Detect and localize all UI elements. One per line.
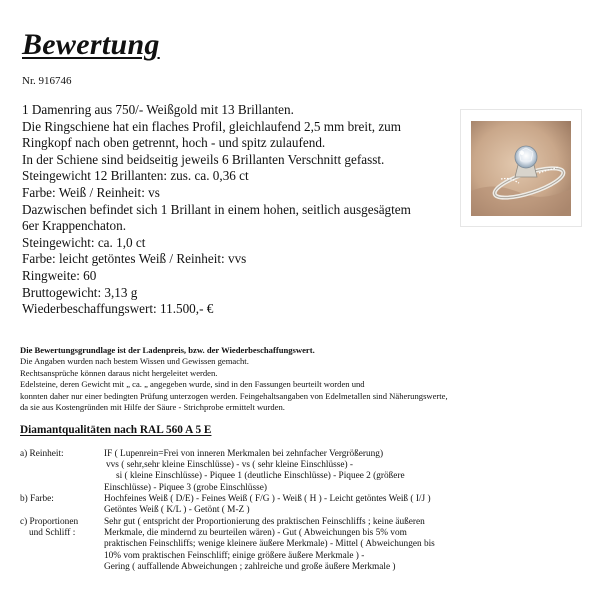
- document-title: Bewertung: [22, 28, 160, 61]
- quality-label-line: und Schliff :: [29, 528, 76, 539]
- notes-line: konnten daher nur einer bedingten Prüfung unterzogen werden. Feingehaltsangaben von Edelmetallen sind Näherungswerte,: [20, 390, 448, 401]
- description-line: Steingewicht: ca. 1,0 ct: [22, 234, 146, 250]
- description-line: Ringkopf nach oben getrennt, hoch - und spitz zulaufend.: [22, 135, 326, 151]
- quality-line: 10% vom praktischen Feinschliff; einige größere äußere Merkmale ) -: [104, 550, 365, 561]
- description-line: 6er Krappenchaton.: [22, 218, 126, 234]
- quality-line: Hochfeines Weiß ( D/E) - Feines Weiß ( F/G ) - Weiß ( H ) - Leicht getöntes Weiß ( I/J ): [104, 494, 431, 504]
- valuation-notes: [20, 345, 595, 413]
- quality-text-color: [104, 494, 431, 516]
- ring-description: [22, 102, 462, 318]
- quality-label-color: b) Farbe:: [20, 494, 54, 504]
- quality-label-clarity: a) Reinheit:: [20, 449, 64, 459]
- description-line: 1 Damenring aus 750/- Weißgold mit 13 Brillanten.: [22, 102, 294, 117]
- description-line: Ringweite: 60: [22, 267, 97, 283]
- notes-line: Rechtsansprüche können daraus nicht hergeleitet werden.: [20, 367, 218, 378]
- ring-photo: [471, 121, 571, 216]
- quality-line: Getöntes Weiß ( K/L ) - Getönt ( M-Z ): [104, 505, 250, 516]
- quality-line: IF ( Lupenrein=Frei von inneren Merkmalen bei zehnfacher Vergrößerung): [104, 449, 384, 459]
- diamond-quality-heading: Diamantqualitäten nach RAL 560 A 5 E: [20, 424, 212, 436]
- quality-line: praktischen Feinschliffs; wenige kleinere äußere Merkmale) - Mittel ( Abweichungen bis: [104, 539, 435, 550]
- quality-text-clarity: [104, 449, 405, 494]
- quality-line: Sehr gut ( entspricht der Proportionierung des praktischen Feinschliffs ; keine äußeren: [104, 517, 425, 527]
- quality-label-proportions: [20, 517, 78, 539]
- description-line: Steingewicht 12 Brillanten: zus. ca. 0,36 ct: [22, 168, 249, 184]
- description-line: Bruttogewicht: 3,13 g: [22, 284, 138, 300]
- ring-photo-icon: [471, 121, 571, 216]
- valuation-number: Nr. 916746: [22, 75, 72, 87]
- description-line: Wiederbeschaffungswert: 11.500,- €: [22, 301, 214, 317]
- description-line: In der Schiene sind beidseitig jeweils 6 Brillanten Verschnitt gefasst.: [22, 151, 385, 167]
- quality-line: Gering ( auffallende Abweichungen ; zahlreiche und große äußere Merkmale ): [104, 561, 396, 572]
- quality-label-line: c) Proportionen: [20, 517, 79, 527]
- notes-bold-line: Die Bewertungsgrundlage ist der Ladenpreis, bzw. der Wiederbeschaffungswert.: [20, 345, 315, 355]
- quality-line: vvs ( sehr,sehr kleine Einschlüsse) - vs ( sehr kleine Einschlüsse) -: [106, 460, 353, 471]
- notes-line: Edelsteine, deren Gewicht mit „ ca. „ angegeben wurde, sind in den Fassungen beurteilt worden und: [20, 379, 365, 390]
- description-line: Dazwischen befindet sich 1 Brillant in einem hohen, seitlich ausgesägtem: [22, 201, 411, 217]
- description-line: Farbe: Weiß / Reinheit: vs: [22, 184, 160, 200]
- notes-line: da sie aus Kostengründen mit Hilfe der Säure - Strichprobe ermittelt wurden.: [20, 402, 285, 413]
- quality-text-proportions: [104, 517, 435, 573]
- notes-line: Die Angaben wurden nach bestem Wissen und Gewissen gemacht.: [20, 356, 249, 367]
- quality-line: Merkmale, die mindernd zu beurteilen wären) - Gut ( Abweichungen bis 5% vom: [104, 528, 407, 539]
- description-line: Die Ringschiene hat ein flaches Profil, gleichlaufend 2,5 mm breit, zum: [22, 118, 402, 134]
- quality-line: si ( kleine Einschlüsse) - Piquee 1 (deutliche Einschlüsse) - Piquee 2 (größere: [116, 471, 405, 482]
- quality-line: Einschlüsse) - Piquee 3 (grobe Einschlüsse): [104, 482, 267, 493]
- description-line: Farbe: leicht getöntes Weiß / Reinheit: vvs: [22, 251, 247, 267]
